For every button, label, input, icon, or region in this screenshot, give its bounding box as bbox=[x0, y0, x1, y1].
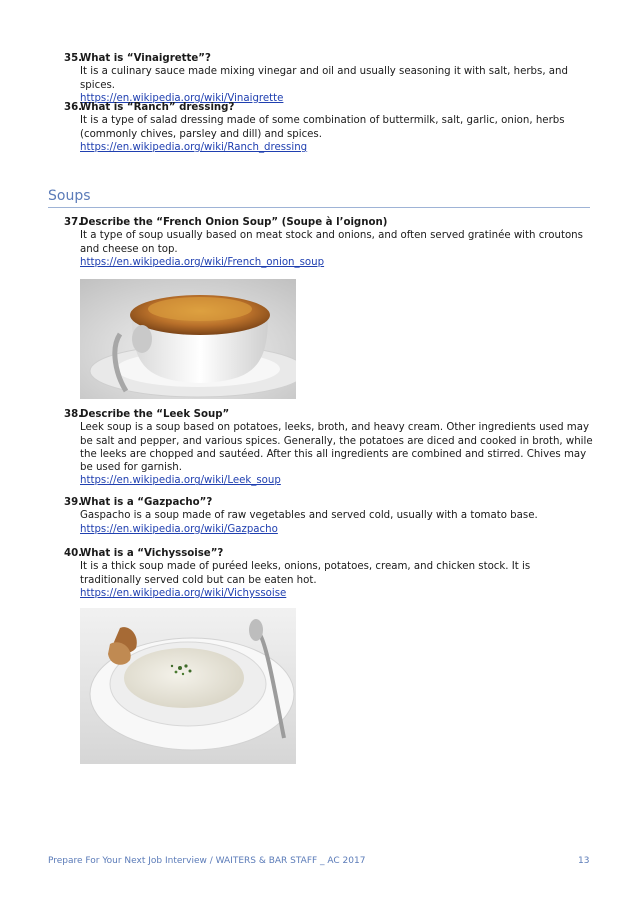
question-text: Describe the “French Onion Soup” (Soupe à l’oignon) bbox=[80, 217, 388, 228]
question-number: 40. bbox=[64, 548, 83, 559]
question-number: 35. bbox=[64, 53, 83, 64]
question-40 bbox=[64, 547, 594, 600]
french-onion-soup-image bbox=[80, 279, 296, 399]
question-38 bbox=[64, 408, 594, 488]
section-divider bbox=[48, 207, 590, 208]
question-35 bbox=[64, 52, 594, 105]
question-text: Describe the “Leek Soup” bbox=[80, 409, 230, 420]
question-39 bbox=[64, 496, 594, 536]
question-text: What is a “Gazpacho”? bbox=[80, 497, 213, 508]
question-text: What is a “Vichyssoise”? bbox=[80, 548, 224, 559]
wikipedia-link[interactable]: https://en.wikipedia.org/wiki/Vinaigrette bbox=[80, 92, 284, 104]
section-title: Soups bbox=[48, 188, 91, 204]
page-number: 13 bbox=[578, 856, 590, 866]
question-37 bbox=[64, 216, 594, 269]
wikipedia-link[interactable]: https://en.wikipedia.org/wiki/Leek_soup bbox=[80, 475, 281, 487]
footer-text: Prepare For Your Next Job Interview / WAITERS & BAR STAFF _ AC 2017 bbox=[48, 856, 366, 866]
answer-text: It a type of soup usually based on meat stock and onions, and often served gratinée with croutons and cheese on top. bbox=[80, 230, 583, 255]
wikipedia-link[interactable]: https://en.wikipedia.org/wiki/Ranch_dressing bbox=[80, 141, 308, 153]
vichyssoise-image bbox=[80, 608, 296, 764]
question-36 bbox=[64, 101, 594, 154]
question-number: 38. bbox=[64, 409, 83, 420]
question-text: What is “Ranch” dressing? bbox=[80, 102, 235, 113]
question-number: 39. bbox=[64, 497, 83, 508]
wikipedia-link[interactable]: https://en.wikipedia.org/wiki/Vichyssoise bbox=[80, 587, 287, 599]
question-number: 37. bbox=[64, 217, 83, 228]
answer-text: It is a culinary sauce made mixing vinegar and oil and usually seasoning it with salt, herbs, and spices. bbox=[80, 66, 568, 91]
question-number: 36. bbox=[64, 102, 83, 113]
answer-text: It is a type of salad dressing made of some combination of buttermilk, salt, garlic, onion, herbs (commonly chives, parsley and dill) and spices. bbox=[80, 115, 565, 140]
answer-text: Gaspacho is a soup made of raw vegetables and served cold, usually with a tomato base. bbox=[80, 510, 538, 522]
wikipedia-link[interactable]: https://en.wikipedia.org/wiki/Gazpacho bbox=[80, 523, 278, 535]
answer-text: Leek soup is a soup based on potatoes, leeks, broth, and heavy cream. Other ingredients used may be salt and pepper, and various spices. Generally, the potatoes are diced and cooked in broth, while the leeks are chopped and sautéed. After this all ingredients are combined and stirred. Chives may be used for garnish. bbox=[80, 422, 593, 474]
wikipedia-link[interactable]: https://en.wikipedia.org/wiki/French_onion_soup bbox=[80, 256, 325, 268]
question-text: What is “Vinaigrette”? bbox=[80, 53, 211, 64]
answer-text: It is a thick soup made of puréed leeks, onions, potatoes, cream, and chicken stock. It is traditionally served cold but can be eaten hot. bbox=[80, 561, 531, 586]
